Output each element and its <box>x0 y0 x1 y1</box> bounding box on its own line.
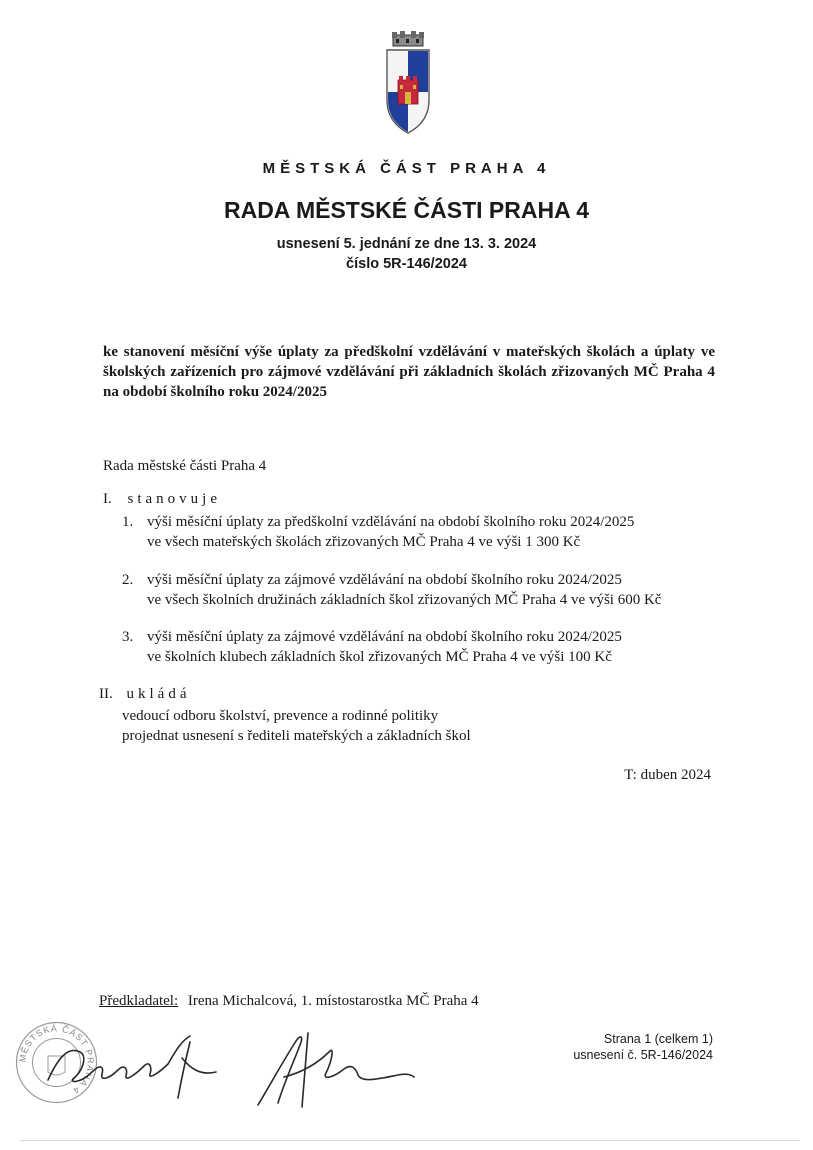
list-item-number: 1. <box>122 514 134 530</box>
section-2-heading <box>99 686 190 703</box>
list-item-line: výši měsíční úplaty za předškolní vzdělávání na období školního roku 2024/2025 <box>147 514 635 530</box>
section-2-numeral: II. <box>99 686 113 702</box>
list-item-number: 3. <box>122 629 134 645</box>
page-divider <box>20 1140 800 1141</box>
page-info <box>573 1031 713 1063</box>
list-item-number: 2. <box>122 572 134 588</box>
section-1-heading <box>103 491 221 508</box>
prague-4-coat-of-arms-icon <box>384 30 432 136</box>
page-number: Strana 1 (celkem 1) <box>603 1032 713 1046</box>
section-2-verb: ukládá <box>126 686 191 702</box>
section-1-verb: stanovuje <box>127 491 221 507</box>
resolution-reference: usnesení č. 5R-146/2024 <box>573 1048 713 1062</box>
svg-text:MĚSTSKÁ ČÁST PRAHA 4: MĚSTSKÁ ČÁST PRAHA 4 <box>17 1023 96 1097</box>
signature-icon <box>248 1025 418 1115</box>
resolution-number: číslo 5R-146/2024 <box>346 256 467 272</box>
resolution-subject: ke stanovení měsíční výše úplaty za předškolní vzdělávání v mateřských školách a úplaty ve školských zařízeních pro zájmové vzdělávání při základních školách zřizovaných MČ Praha 4 na období školního roku 2024/2025 <box>103 344 715 400</box>
section-2-line: projednat usnesení s řediteli mateřských a základních škol <box>122 728 471 744</box>
council-intro: Rada městské části Praha 4 <box>103 458 267 474</box>
section-1-numeral: I. <box>103 491 112 507</box>
resolution-line: usnesení 5. jednání ze dne 13. 3. 2024 <box>276 236 537 252</box>
deadline: T: duben 2024 <box>624 767 711 783</box>
submitter <box>99 993 479 1010</box>
signature-icon <box>40 1028 230 1103</box>
submitter-name: Irena Michalcová, 1. místostarostka MČ Praha 4 <box>187 993 479 1009</box>
list-item-line: výši měsíční úplaty za zájmové vzdělávání na období školního roku 2024/2025 <box>147 572 622 588</box>
district-heading: MĚSTSKÁ ČÁST PRAHA 4 <box>262 160 551 177</box>
council-heading: RADA MĚSTSKÉ ČÁSTI PRAHA 4 <box>223 197 590 223</box>
list-item-line: ve školních klubech základních škol zřizovaných MČ Praha 4 ve výši 100 Kč <box>147 649 612 665</box>
section-2-line: vedoucí odboru školství, prevence a rodinné politiky <box>122 708 439 724</box>
submitter-label: Předkladatel: <box>99 993 179 1009</box>
list-item-line: ve všech školních družinách základních škol zřizovaných MČ Praha 4 ve výši 600 Kč <box>147 592 662 608</box>
list-item-line: ve všech mateřských školách zřizovaných MČ Praha 4 ve výši 1 300 Kč <box>147 534 581 550</box>
list-item-line: výši měsíční úplaty za zájmové vzdělávání na období školního roku 2024/2025 <box>147 629 622 645</box>
